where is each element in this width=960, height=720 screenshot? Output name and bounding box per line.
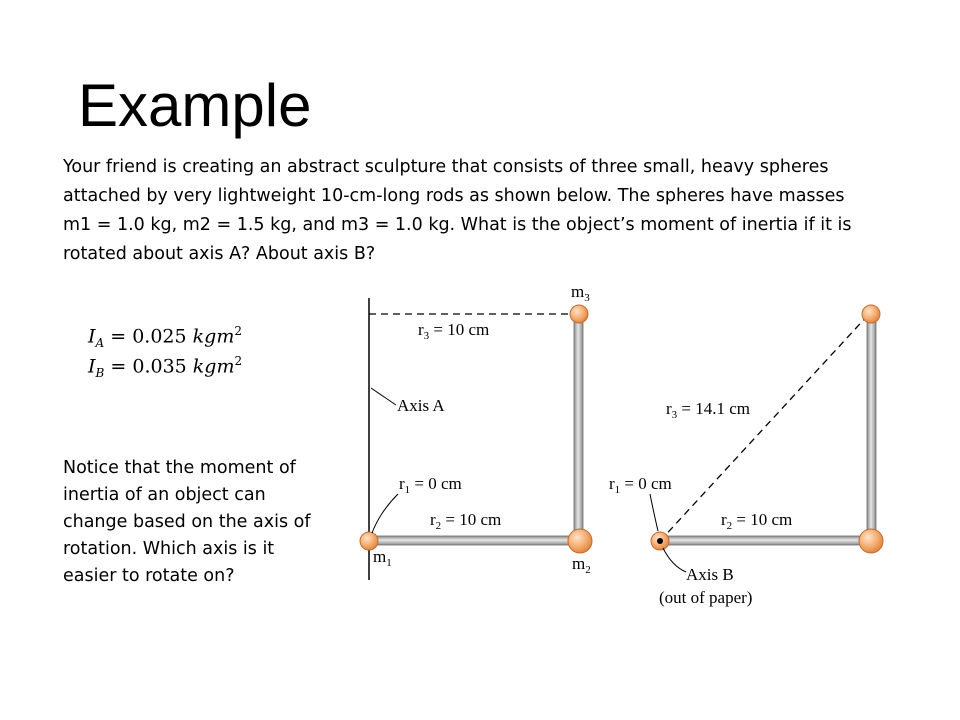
eq-b-power: 2 bbox=[234, 354, 243, 368]
sphere-m3-b bbox=[862, 305, 880, 323]
label-m1: $m_1$ bbox=[373, 547, 392, 569]
notice-text: Notice that the moment of inertia of an object can change based on the axis of rotation. Which axis is it easier to rotate on? bbox=[63, 458, 311, 586]
label-r1-b: $r_1 = 0$ cm bbox=[609, 474, 672, 496]
rod-vertical-a bbox=[574, 316, 583, 541]
problem-statement: Your friend is creating an abstract sculpture that consists of three small, heavy spheres attached by very lightweight 10-cm-long rods as shown below. The spheres have masses m1 = 1.0 kg, m2 = 1.5 kg, and m3 = 1.0 kg. What is the object’s moment of inertia if it is rotated about axis A? About axis B? bbox=[63, 157, 852, 264]
r1-pointer-a bbox=[372, 494, 398, 533]
label-axis-b-note: (out of paper) bbox=[659, 588, 753, 607]
label-m3: $m_3$ bbox=[571, 282, 590, 304]
axis-a-pointer bbox=[371, 388, 396, 405]
rod-vertical-b bbox=[867, 316, 876, 541]
label-r3-b: $r_3 = 14.1$ cm bbox=[666, 399, 751, 421]
sphere-m2-a bbox=[568, 529, 592, 553]
eq-a-symbol: I bbox=[88, 325, 96, 348]
eq-b-symbol: I bbox=[88, 355, 96, 378]
eq-b-value: = 0.035 bbox=[110, 355, 187, 378]
figure-axis-a bbox=[360, 282, 592, 580]
label-axis-a: Axis A bbox=[397, 396, 445, 415]
eq-b-unit: kgm bbox=[192, 355, 235, 378]
rod-horizontal-b bbox=[660, 536, 871, 545]
r1-pointer-b bbox=[650, 494, 658, 531]
slide-title: Example bbox=[78, 72, 312, 139]
eq-a-power: 2 bbox=[234, 324, 242, 338]
sphere-m3-a bbox=[570, 305, 588, 323]
label-m2: $m_2$ bbox=[572, 554, 591, 576]
axis-b-dot bbox=[657, 538, 663, 544]
sphere-m2-b bbox=[859, 529, 883, 553]
r3-dashed-line-b bbox=[660, 314, 869, 541]
eq-a-subscript: A bbox=[95, 336, 105, 351]
figure-axis-b bbox=[609, 305, 883, 607]
axis-b-pointer bbox=[663, 548, 686, 572]
label-r2-b: $r_2 = 10$ cm bbox=[721, 510, 793, 532]
eq-a-value: = 0.025 bbox=[110, 325, 187, 348]
label-axis-b: Axis B bbox=[686, 565, 734, 584]
eq-b-subscript: B bbox=[95, 366, 105, 381]
rod-horizontal-a bbox=[369, 536, 578, 545]
label-r2-a: $r_2 = 10$ cm bbox=[430, 510, 502, 532]
eq-a-unit: kgm bbox=[192, 325, 235, 348]
label-r3-a: $r_3 = 10$ cm bbox=[418, 320, 490, 342]
label-r1-a: $r_1 = 0$ cm bbox=[399, 474, 462, 496]
